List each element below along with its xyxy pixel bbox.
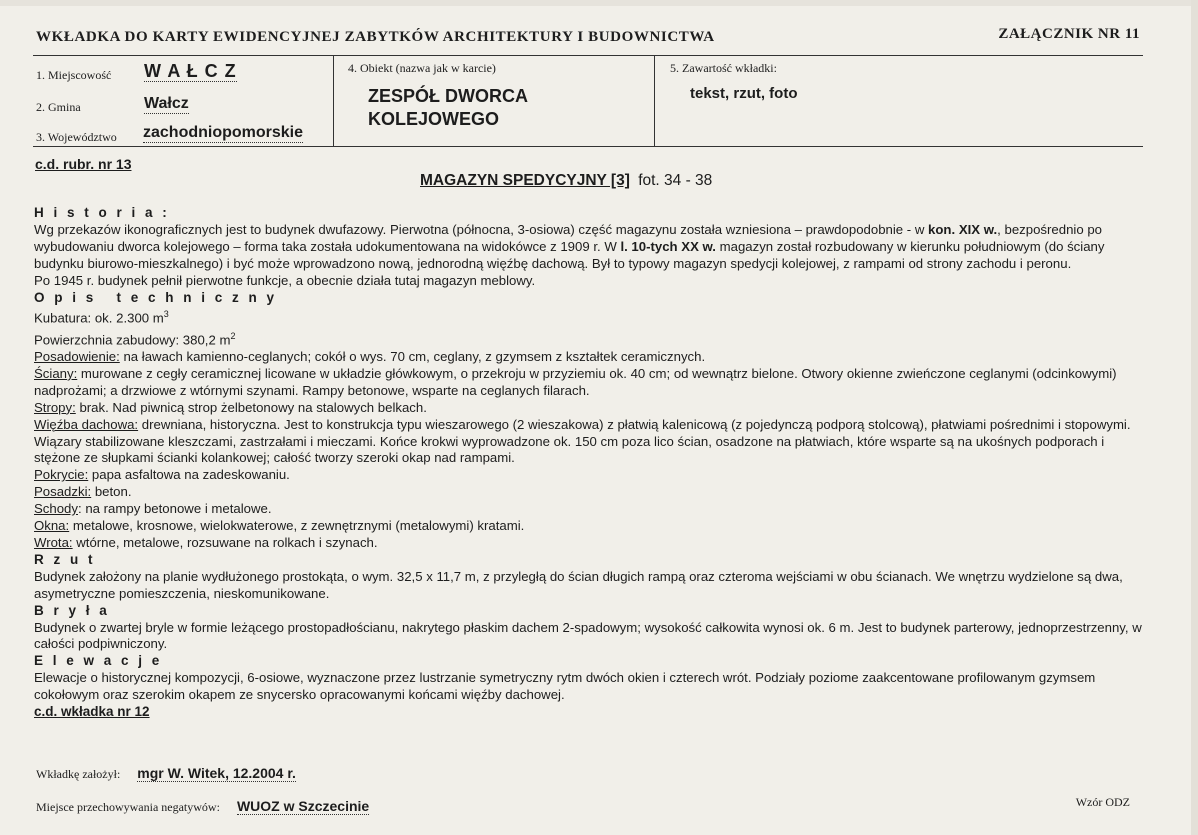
opis-items <box>34 349 1146 552</box>
section-historia-heading: H i s t o r i a : <box>34 205 170 220</box>
historia-paragraph-1 <box>34 222 1146 273</box>
opis-item-label: Pokrycie: <box>34 467 89 483</box>
column-divider-2 <box>654 56 655 146</box>
historia-text-c: , bezpośrednio po wybudowaniu dworca kolejowego – forma taka została udokumentowana na widokówce z 1909 r. W <box>34 221 1103 254</box>
field-obiekt-value-line1: ZESPÓŁ DWORCA <box>368 86 528 106</box>
opis-item <box>34 417 1146 468</box>
opis-item <box>34 518 1146 535</box>
section-opis-heading: O p i s t e c h n i c z n y <box>34 289 278 305</box>
opis-item <box>34 349 1146 366</box>
opis-item-label: Schody <box>34 501 78 517</box>
footer-storage-label: Miejsce przechowywania negatywów: <box>36 800 220 814</box>
field-gmina-value: Wałcz <box>144 95 189 112</box>
opis-item <box>34 484 1146 501</box>
header-rule <box>33 55 1143 56</box>
section-elewacje-heading: E l e w a c j e <box>34 653 163 669</box>
scan-top-edge <box>0 0 1198 6</box>
field-miejscowosc-label: 1. Miejscowość <box>36 68 112 82</box>
opis-item-text: papa asfaltowa na zadeskowaniu. <box>88 467 290 483</box>
scan-right-edge <box>1191 0 1198 835</box>
opis-item-text: : na rampy betonowe i metalowe. <box>78 501 272 517</box>
subject-photos: fot. 34 - 38 <box>638 172 713 189</box>
powierzchnia-text: Powierzchnia zabudowy: 380,2 m <box>34 332 231 348</box>
historia-date-2: l. 10-tych XX w. <box>620 238 716 254</box>
subject-heading <box>420 172 712 190</box>
historia-text-a: Wg przekazów ikonograficznych jest to budynek dwufazowy. Pierwotna (północna, 3-osiowa) część magazynu została wzniesiona – prawdopodobnie - w <box>34 221 929 237</box>
opis-item-label: Więźba dachowa: <box>34 416 139 432</box>
opis-item <box>34 467 1146 484</box>
continuation-bottom: c.d. wkładka nr 12 <box>34 704 150 720</box>
field-gmina-label: 2. Gmina <box>36 100 81 114</box>
kubatura-sup: 3 <box>163 309 169 320</box>
opis-item-label: Wrota: <box>34 535 73 550</box>
bryla-text: Budynek o zwartej bryle w formie leżącego prostopadłościanu, nakrytego płaskim dachem 2-spadowym; wysokość całkowita wynosi ok. 6 m. Jest to budynek parterowy, jednoprzestrzenny, w całości podpiwniczony. <box>34 619 1142 652</box>
opis-item-label: Posadzki: <box>34 484 92 500</box>
opis-item-text: drewniana, historyczna. Jest to konstrukcja typu wieszarowego (2 wieszakowa) z płatwią kalenicową (z pojedynczą podporą stolcową), płatwiami pośrednimi i stopowymi. Wiązary stabilizowane kleszczami, zastrzałami i mieczami. Końce krokwi wyprowadzone ok. 150 cm poza lico ścian, osadzone na płatwiach, które wsparte są na ukośnych podporach i stężone ze słupkami ścianki kolankowej; całość tworzy szeroki okap nad rampami. <box>34 416 1131 466</box>
footer-author <box>36 766 296 782</box>
field-wojewodztwo-value: zachodniopomorskie <box>143 124 304 141</box>
fields-rule <box>33 146 1143 147</box>
opis-item <box>34 400 1146 417</box>
powierzchnia-sup: 2 <box>230 330 236 341</box>
opis-item-text: murowane z cegły ceramicznej licowane w układzie główkowym, o przekroju w przyziemiu ok. 40 cm; od wewnątrz bielone. Otwory okienne zwieńczone ceglanymi (odcinkowymi) nadprożami; a drzwiowe z wtórnymi szynami. Rampy betonowe, wsparte na ceglanych filarach. <box>34 365 1117 398</box>
opis-item <box>34 366 1146 400</box>
section-rzut-heading: R z u t <box>34 551 96 567</box>
field-obiekt-label: 4. Obiekt (nazwa jak w karcie) <box>348 61 496 75</box>
footer-author-label: Wkładkę założył: <box>36 767 121 781</box>
historia-date-1: kon. XIX w. <box>928 221 998 237</box>
section-bryla-heading: B r y ł a <box>34 602 110 618</box>
document-body <box>34 205 1146 721</box>
opis-item-label: Okna: <box>34 518 70 534</box>
opis-item-label: Posadowienie: <box>34 349 120 365</box>
opis-item-label: Stropy: <box>34 399 76 415</box>
elewacje-text: Elewacje o historycznej kompozycji, 6-osiowe, wyznaczone przez lustrzanie symetryczny rytm dwóch okien i czterech wrót. Podziały poziome zaakcentowane profilowanym gzymsem cokołowym oraz szerokim okapem ze snycersko opracowanymi końcami więźby dachowej. <box>34 670 1096 703</box>
continuation-top: c.d. rubr. nr 13 <box>35 156 132 172</box>
opis-item-text: metalowe, krosnowe, wielokwaterowe, z zewnętrznymi (metalowymi) kratami. <box>69 518 525 534</box>
historia-text-e: magazyn został rozbudowany w kierunku południowym (do ściany budynku biurowo-mieszkalnego) i być może wprowadzono nową, jednorodną więźbę dachową. Był to typowy magazyn spedycji kolejowej, z rampami od strony zachodu i peronu. <box>34 238 1105 271</box>
opis-item-text: na ławach kamienno-ceglanych; cokół o wys. 70 cm, ceglany, z gzymsem z kształtek ceramicznych. <box>119 349 706 365</box>
opis-item-text: wtórne, metalowe, rozsuwane na rolkach i szynach. <box>72 535 378 550</box>
footer-template: Wzór ODZ <box>1075 795 1130 809</box>
footer-storage <box>36 799 369 815</box>
field-miejscowosc-value: W A Ł C Z <box>144 61 237 81</box>
document-title: WKŁADKA DO KARTY EWIDENCYJNEJ ZABYTKÓW ARCHITEKTURY I BUDOWNICTWA <box>36 29 715 45</box>
opis-item <box>34 501 1146 518</box>
opis-kubatura <box>34 306 1146 327</box>
field-wojewodztwo-label: 3. Województwo <box>36 130 117 144</box>
attachment-number: ZAŁĄCZNIK NR 11 <box>998 26 1140 42</box>
rzut-text: Budynek założony na planie wydłużonego prostokąta, o wym. 32,5 x 11,7 m, z przyległą do ścian długich rampą oraz czteroma wejściami w obu ścianach. We wnętrzu wydzielone są dwa, asymetryczne pomieszczenia, nieskomunikowane. <box>34 568 1123 601</box>
subject-title: MAGAZYN SPEDYCYJNY [3] <box>420 172 630 189</box>
field-zawartosc-value: tekst, rzut, foto <box>690 85 798 102</box>
opis-item-label: Ściany: <box>34 365 78 381</box>
footer-storage-value: WUOZ w Szczecinie <box>236 798 370 814</box>
opis-item <box>34 535 1146 552</box>
field-obiekt-value-line2: KOLEJOWEGO <box>368 109 500 129</box>
column-divider-1 <box>333 56 334 146</box>
historia-paragraph-2: Po 1945 r. budynek pełnił pierwotne funkcje, a obecnie działa tutaj magazyn meblowy. <box>34 272 536 288</box>
field-obiekt-value <box>368 85 528 131</box>
field-zawartosc-label: 5. Zawartość wkładki: <box>670 61 777 75</box>
opis-powierzchnia <box>34 328 1146 349</box>
footer-author-value: mgr W. Witek, 12.2004 r. <box>137 765 296 781</box>
opis-item-text: brak. Nad piwnicą strop żelbetonowy na stalowych belkach. <box>75 399 427 415</box>
opis-item-text: beton. <box>91 484 132 500</box>
kubatura-text: Kubatura: ok. 2.300 m <box>34 310 164 326</box>
